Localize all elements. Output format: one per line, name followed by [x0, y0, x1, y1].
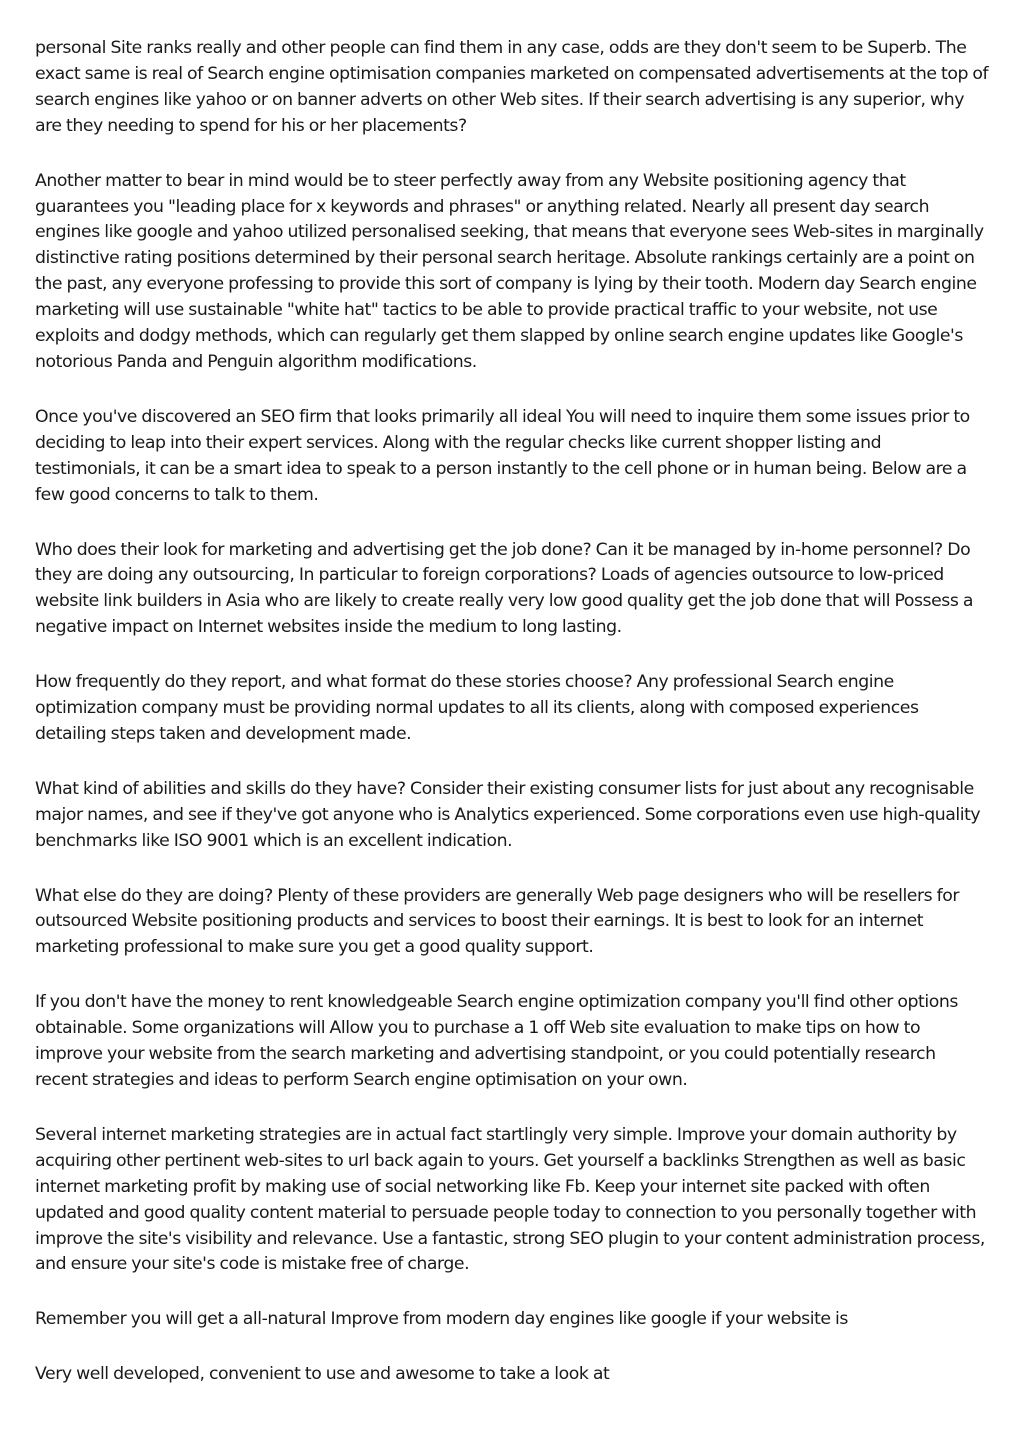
paragraph: What kind of abilities and skills do they have? Consider their existing consumer lists for just about any recognisable major names, and see if they've got anyone who is Analytics experienced. Some corporations even use high-quality benchmarks like ISO 9001 which is an excellent indication.: [35, 778, 981, 851]
paragraph: personal Site ranks really and other people can find them in any case, odds are they don't seem to be Superb. The exact same is real of Search engine optimisation companies marketed on compensated advertisements at the top of search engines like yahoo or on banner adverts on other Web sites. If their search advertising is any superior, why are they needing to spend for his or her placements?: [35, 38, 989, 136]
paragraph: Once you've discovered an SEO firm that looks primarily all ideal You will need to inquire them some issues prior to deciding to leap into their expert services. Along with the regular checks like current shopper listing and testimonials, it can be a smart idea to speak to a person instantly to the cell phone or in human being. Below are a few good concerns to talk to them.: [35, 406, 970, 505]
paragraph: Very well developed, convenient to use and awesome to take a look at: [35, 1364, 610, 1385]
document-body: [35, 36, 990, 1417]
paragraph: What else do they are doing? Plenty of these providers are generally Web page designers who will be resellers for outsourced Website positioning products and services to boost their earnings. It is best to look for an internet marketing professional to make sure you get a good quality support.: [35, 885, 960, 958]
paragraph: Remember you will get a all-natural Improve from modern day engines like google if your website is: [35, 1309, 848, 1330]
paragraph: How frequently do they report, and what format do these stories choose? Any professional Search engine optimization company must be providing normal updates to all its clients, along with composed experiences detailing steps taken and development made.: [35, 672, 919, 744]
paragraph: Another matter to bear in mind would be to steer perfectly away from any Website positioning agency that guarantees you "leading place for x keywords and phrases" or anything related. Nearly all present day search engines like google and yahoo utilized personalised seeking, that means that everyone sees Web-sites in marginally distinctive rating positions determined by their personal search heritage. Absolute rankings certainly are a point on the past, any everyone professing to provide this sort of company is lying by their tooth. Modern day Search engine marketing will use sustainable "white hat" tactics to be able to provide practical traffic to your website, not use exploits and dodgy methods, which can regularly get them slapped by online search engine updates like Google's notorious Panda and Penguin algorithm modifications.: [35, 170, 984, 372]
paragraph: If you don't have the money to rent knowledgeable Search engine optimization company you'll find other options obtainable. Some organizations will Allow you to purchase a 1 off Web site evaluation to make tips on how to improve your website from the search marketing and advertising standpoint, or you could potentially research recent strategies and ideas to perform Search engine optimisation on your own.: [35, 992, 958, 1090]
paragraph: Who does their look for marketing and advertising get the job done? Can it be managed by in-home personnel? Do they are doing any outsourcing, In particular to foreign corporations? Loads of agencies outsource to low-priced website link builders in Asia who are likely to create really very low good quality get the job done that will Possess a negative impact on Internet websites inside the medium to long lasting.: [35, 539, 973, 638]
paragraph: Several internet marketing strategies are in actual fact startlingly very simple. Improve your domain authority by acquiring other pertinent web-sites to url back again to yours. Get yourself a backlinks Strengthen as well as basic internet marketing profit by making use of social networking like Fb. Keep your internet site packed with often updated and good quality content material to persuade people today to connection to you personally together with improve the site's visibility and relevance. Use a fantastic, strong SEO plugin to your content administration process, and ensure your site's code is mistake free of charge.: [35, 1124, 985, 1275]
